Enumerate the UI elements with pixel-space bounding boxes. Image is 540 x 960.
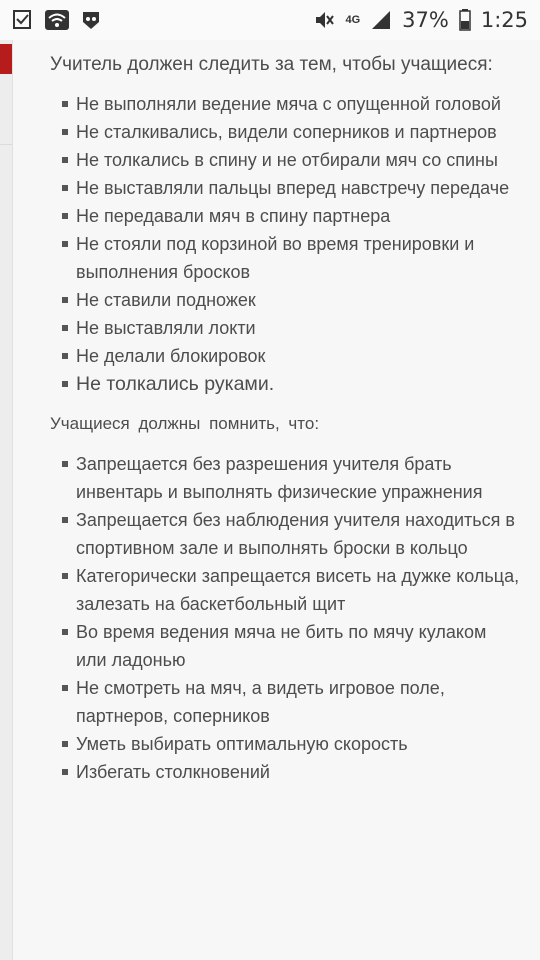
list-item-text: Не толкались руками.	[76, 373, 275, 395]
battery-icon	[459, 9, 471, 31]
bullet-icon	[62, 461, 68, 467]
app-badge-icon	[80, 9, 102, 31]
list-item	[50, 730, 520, 758]
bullet-icon	[62, 185, 68, 191]
list-item-text: Не выставляли пальцы вперед навстречу передаче	[76, 178, 510, 198]
side-drawer-edge[interactable]	[0, 40, 13, 960]
bullet-icon	[62, 573, 68, 579]
list-item-text: Не ставили подножек	[76, 290, 256, 310]
bullet-icon	[62, 769, 68, 775]
list-item	[50, 618, 520, 674]
list-item	[50, 174, 520, 202]
list-item-text: Не выполняли ведение мяча с опущенной головой	[76, 94, 501, 114]
list-item-text: Не делали блокировок	[76, 346, 266, 366]
list-item-text: Не толкались в спину и не отбирали мяч со спины	[76, 150, 498, 170]
status-bar	[0, 0, 540, 40]
bullet-icon	[62, 629, 68, 635]
list-item	[50, 202, 520, 230]
intro-paragraph: Учитель должен следить за тем, чтобы учащиеся:	[50, 54, 493, 75]
bullet-icon	[62, 129, 68, 135]
list-item-text: Запрещается без наблюдения учителя находиться в спортивном зале и выполнять броски в кольцо	[76, 510, 515, 558]
network-type-label: 4G	[345, 13, 361, 26]
mute-icon	[313, 9, 335, 31]
bullet-icon	[62, 101, 68, 107]
side-drawer-tab[interactable]	[0, 44, 12, 74]
list-item-text: Не стояли под корзиной во время тренировки и выполнения бросков	[76, 234, 475, 282]
clock: 1:25	[480, 8, 528, 32]
bullet-icon	[62, 685, 68, 691]
bullet-icon	[62, 741, 68, 747]
status-bar-left	[12, 9, 102, 31]
list-item-text: Категорически запрещается висеть на дужке кольца, залезать на баскетбольный щит	[76, 566, 520, 614]
list-item-text: Уметь выбирать оптимальную скорость	[76, 734, 408, 754]
list-item-text: Избегать столкновений	[76, 762, 270, 782]
list-item-text: Не передавали мяч в спину партнера	[76, 206, 391, 226]
bullet-icon	[62, 213, 68, 219]
divider	[0, 144, 12, 145]
list-item	[50, 230, 520, 286]
battery-percent: 37%	[402, 8, 449, 32]
list-item-text: Запрещается без разрешения учителя брать инвентарь и выполнять физические упражнения	[76, 454, 483, 502]
bullet-icon	[62, 157, 68, 163]
bullet-icon	[62, 297, 68, 303]
list-item	[50, 342, 520, 370]
bullet-icon	[62, 325, 68, 331]
list-item	[50, 506, 520, 562]
list-item	[50, 286, 520, 314]
article-content	[50, 52, 520, 798]
list-item	[50, 674, 520, 730]
wifi-icon	[44, 9, 70, 31]
bullet-icon	[62, 241, 68, 247]
list-item	[50, 370, 520, 398]
list-item	[50, 146, 520, 174]
list-item	[50, 314, 520, 342]
list-item	[50, 758, 520, 786]
list-item	[50, 118, 520, 146]
list-item	[50, 562, 520, 618]
status-bar-right	[313, 8, 528, 32]
students-paragraph: Учащиеся должны помнить, что:	[50, 414, 320, 433]
checkbox-notification-icon	[12, 9, 34, 31]
list-item	[50, 90, 520, 118]
list-item-text: Во время ведения мяча не бить по мячу кулаком или ладонью	[76, 622, 487, 670]
bullet-icon	[62, 381, 68, 387]
list-item-text: Не смотреть на мяч, а видеть игровое поле, партнеров, соперников	[76, 678, 445, 726]
bullet-icon	[62, 517, 68, 523]
list-item-text: Не выставляли локти	[76, 318, 256, 338]
list-item	[50, 450, 520, 506]
signal-icon	[370, 9, 392, 31]
student-rules-list	[50, 450, 520, 786]
bullet-icon	[62, 353, 68, 359]
teacher-rules-list	[50, 90, 520, 398]
list-item-text: Не сталкивались, видели соперников и партнеров	[76, 122, 497, 142]
